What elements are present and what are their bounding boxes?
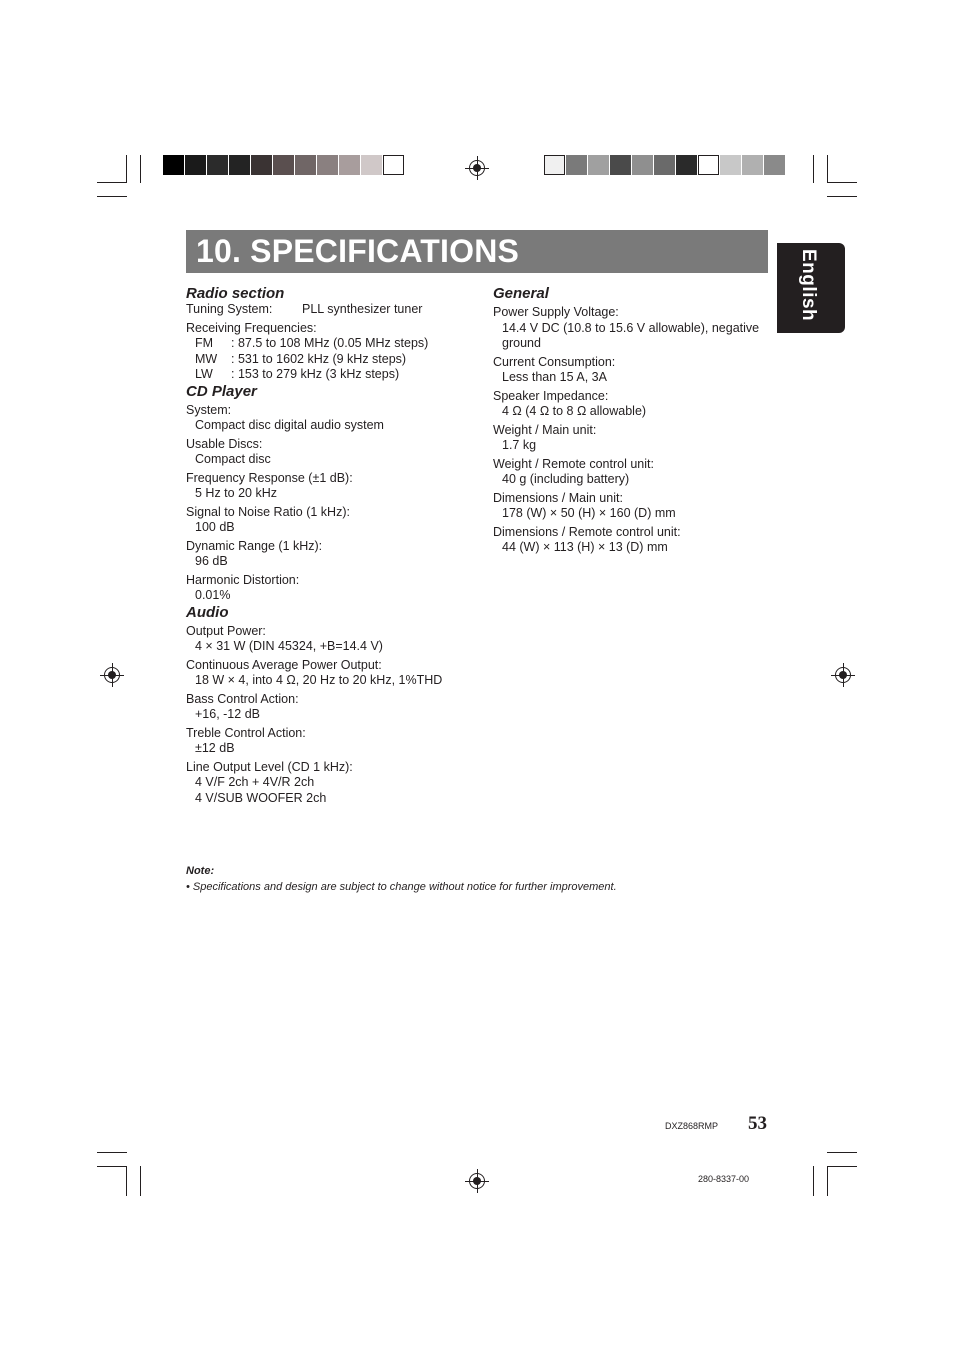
color-swatch — [654, 155, 675, 175]
crop-mark — [140, 1166, 141, 1196]
color-swatch — [742, 155, 763, 175]
color-bar-right — [544, 155, 786, 175]
note-text: • Specifications and design are subject to change without notice for further improvement. — [186, 881, 617, 893]
spec-value: 4 V/SUB WOOFER 2ch — [195, 790, 327, 805]
spec-value: ground — [502, 336, 541, 350]
spec-item — [186, 726, 476, 757]
spec-value: Compact disc digital audio system — [195, 418, 384, 432]
note-heading: Note: — [186, 865, 215, 877]
crop-mark — [97, 1166, 127, 1167]
crop-mark — [97, 1152, 127, 1153]
spec-item — [186, 624, 476, 655]
spec-label: Dimensions / Main unit: — [493, 490, 623, 505]
spec-label: Power Supply Voltage: — [493, 305, 619, 319]
band-row — [186, 367, 476, 383]
crop-mark — [827, 182, 857, 183]
spec-item — [186, 505, 476, 536]
crop-mark — [126, 155, 127, 183]
band-value: : 531 to 1602 kHz (9 kHz steps) — [231, 351, 407, 366]
page-title: 10. SPECIFICATIONS — [196, 233, 520, 269]
spec-value: 0.01% — [195, 588, 231, 602]
spec-value: 14.4 V DC (10.8 to 15.6 V allowable), negative — [502, 320, 760, 335]
spec-item — [493, 305, 773, 352]
tuning-system-value: PLL synthesizer tuner — [302, 302, 423, 316]
color-swatch — [317, 155, 338, 175]
document-code: 280-8337-00 — [698, 1174, 750, 1184]
spec-value: 44 (W) × 113 (H) × 13 (D) mm — [502, 540, 668, 554]
color-swatch — [698, 155, 719, 175]
spec-label: Weight / Main unit: — [493, 422, 597, 437]
crop-mark — [813, 155, 814, 183]
band-name: LW — [195, 367, 213, 381]
color-swatch — [295, 155, 316, 175]
color-swatch — [229, 155, 250, 175]
color-swatch — [632, 155, 653, 175]
color-swatch — [676, 155, 697, 175]
spec-label: Dynamic Range (1 kHz): — [186, 538, 323, 553]
crop-mark — [827, 155, 828, 183]
spec-value: 1.7 kg — [502, 438, 537, 452]
crop-mark — [97, 196, 127, 197]
crop-mark — [126, 1166, 127, 1196]
spec-label: Harmonic Distortion: — [186, 572, 300, 587]
spec-label: Treble Control Action: — [186, 725, 306, 740]
spec-label: Signal to Noise Ratio (1 kHz): — [186, 504, 350, 519]
spec-label: Output Power: — [186, 623, 266, 638]
spec-label: Dimensions / Remote control unit: — [493, 524, 681, 539]
color-swatch — [544, 155, 565, 175]
spec-label: Line Output Level (CD 1 kHz): — [186, 759, 353, 774]
color-swatch — [273, 155, 294, 175]
color-swatch — [566, 155, 587, 175]
crop-mark — [827, 196, 857, 197]
registration-mark-icon — [104, 667, 120, 683]
band-name: FM — [195, 336, 214, 350]
cd-heading: CD Player — [186, 382, 257, 400]
spec-value: 4 × 31 W (DIN 45324, +B=14.4 V) — [195, 639, 383, 653]
spec-label: Usable Discs: — [186, 436, 263, 451]
color-swatch — [163, 155, 184, 175]
spec-item — [493, 491, 773, 522]
color-bar-left — [163, 155, 405, 175]
registration-mark-icon — [835, 667, 851, 683]
color-swatch — [720, 155, 741, 175]
spec-item — [186, 471, 476, 502]
crop-mark — [827, 1166, 857, 1167]
registration-mark-icon — [469, 160, 485, 176]
general-heading: General — [493, 285, 549, 302]
spec-value: +16, -12 dB — [195, 707, 260, 721]
language-tab — [777, 243, 845, 333]
spec-item — [186, 692, 476, 723]
spec-label: Weight / Remote control unit: — [493, 456, 654, 471]
color-swatch — [610, 155, 631, 175]
band-value: : 87.5 to 108 MHz (0.05 MHz steps) — [231, 336, 429, 350]
band-name: MW — [195, 351, 218, 366]
spec-label: Current Consumption: — [493, 354, 616, 369]
crop-mark — [140, 155, 141, 183]
color-swatch — [207, 155, 228, 175]
spec-item — [186, 437, 476, 468]
spec-item — [186, 403, 476, 434]
spec-value: 100 dB — [195, 520, 235, 534]
color-swatch — [185, 155, 206, 175]
color-swatch — [339, 155, 360, 175]
page-number: 53 — [748, 1113, 767, 1134]
spec-label: Speaker Impedance: — [493, 388, 609, 403]
tuning-system-label: Tuning System: — [186, 302, 273, 316]
spec-value: ±12 dB — [195, 741, 235, 755]
spec-value: 4 Ω (4 Ω to 8 Ω allowable) — [502, 404, 647, 418]
spec-value: 18 W × 4, into 4 Ω, 20 Hz to 20 kHz, 1%THD — [195, 673, 443, 687]
spec-value: 5 Hz to 20 kHz — [195, 486, 277, 500]
spec-label: Frequency Response (±1 dB): — [186, 470, 353, 485]
language-tab-label: English — [798, 249, 819, 322]
crop-mark — [827, 1166, 828, 1196]
audio-heading: Audio — [186, 603, 229, 621]
band-row — [186, 336, 476, 352]
color-swatch — [251, 155, 272, 175]
spec-value: Compact disc — [195, 452, 271, 466]
spec-value: 4 V/F 2ch + 4V/R 2ch — [195, 775, 315, 789]
radio-heading: Radio section — [186, 285, 285, 302]
spec-item — [186, 760, 476, 807]
spec-item — [493, 423, 773, 454]
crop-mark — [97, 182, 127, 183]
color-swatch — [588, 155, 609, 175]
spec-item — [186, 539, 476, 570]
spec-item — [493, 389, 773, 420]
spec-item — [493, 525, 773, 556]
registration-mark-icon — [469, 1173, 485, 1189]
model-number: DXZ868RMP — [665, 1121, 719, 1131]
tuning-system-row — [186, 302, 476, 318]
spec-label: System: — [186, 402, 232, 417]
color-swatch — [383, 155, 404, 175]
left-column — [186, 285, 476, 806]
spec-item — [186, 573, 476, 604]
receiving-label: Receiving Frequencies: — [186, 320, 317, 335]
spec-item — [493, 355, 773, 386]
spec-value: 96 dB — [195, 554, 228, 568]
spec-label: Continuous Average Power Output: — [186, 657, 382, 672]
color-swatch — [361, 155, 382, 175]
crop-mark — [827, 1152, 857, 1153]
title-bar — [186, 230, 768, 273]
band-value: : 153 to 279 kHz (3 kHz steps) — [231, 367, 400, 381]
crop-mark — [813, 1166, 814, 1196]
band-row — [186, 352, 476, 368]
spec-value: Less than 15 A, 3A — [502, 370, 607, 384]
spec-value: 40 g (including battery) — [502, 472, 630, 486]
right-column — [493, 285, 773, 556]
spec-item — [493, 457, 773, 488]
color-swatch — [764, 155, 785, 175]
note — [186, 863, 617, 895]
spec-item — [186, 658, 476, 689]
spec-label: Bass Control Action: — [186, 691, 299, 706]
spec-value: 178 (W) × 50 (H) × 160 (D) mm — [502, 506, 676, 520]
